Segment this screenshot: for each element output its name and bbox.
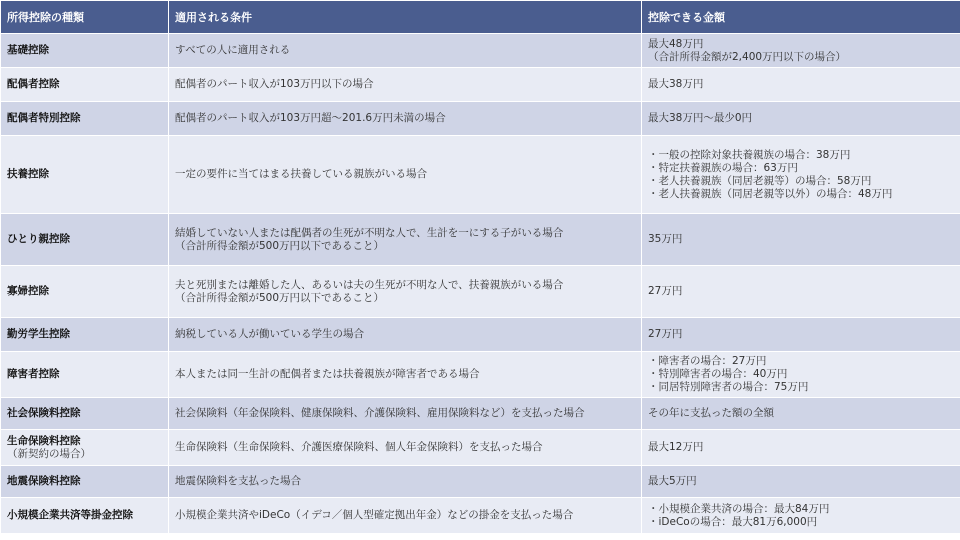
deduction-name-note: （新契約の場合） bbox=[7, 447, 91, 460]
table-row bbox=[1, 318, 960, 352]
deduction-condition: 配偶者のパート収入が103万円超～201.6万円未満の場合 bbox=[169, 102, 642, 136]
deduction-amount: その年に支払った額の全額 bbox=[642, 398, 960, 430]
header-deduction-type: 所得控除の種類 bbox=[1, 1, 169, 34]
header-amount: 控除できる金額 bbox=[642, 1, 960, 34]
deduction-condition: 小規模企業共済やiDeCo（イデコ／個人型確定拠出年金）などの掛金を支払った場合 bbox=[169, 498, 642, 534]
deduction-condition: 結婚していない人または配偶者の生死が不明な人で、生計を一にする子がいる場合 （合計所得金額が500万円以下であること） bbox=[169, 214, 642, 266]
deduction-name: 基礎控除 bbox=[1, 34, 169, 68]
deduction-name: 配偶者特別控除 bbox=[1, 102, 169, 136]
table-row bbox=[1, 498, 960, 534]
deduction-condition: 本人または同一生計の配偶者または扶養親族が障害者である場合 bbox=[169, 352, 642, 398]
deduction-amount: 最大38万円～最少0円 bbox=[642, 102, 960, 136]
table-row bbox=[1, 136, 960, 214]
deduction-condition: 一定の要件に当てはまる扶養している親族がいる場合 bbox=[169, 136, 642, 214]
header-condition: 適用される条件 bbox=[169, 1, 642, 34]
table-header-row bbox=[1, 1, 960, 34]
deduction-condition: 生命保険料（生命保険料、介護医療保険料、個人年金保険料）を支払った場合 bbox=[169, 430, 642, 466]
deduction-amount: 27万円 bbox=[642, 266, 960, 318]
deduction-condition: 社会保険料（年金保険料、健康保険料、介護保険料、雇用保険料など）を支払った場合 bbox=[169, 398, 642, 430]
deduction-amount: 最大12万円 bbox=[642, 430, 960, 466]
deduction-name: 地震保険料控除 bbox=[1, 466, 169, 498]
deduction-name: 社会保険料控除 bbox=[1, 398, 169, 430]
deduction-condition: 夫と死別または離婚した人、あるいは夫の生死が不明な人で、扶養親族がいる場合 （合計所得金額が500万円以下であること） bbox=[169, 266, 642, 318]
deduction-amount: 最大48万円 （合計所得金額が2,400万円以下の場合） bbox=[642, 34, 960, 68]
table-row bbox=[1, 34, 960, 68]
deduction-condition: 配偶者のパート収入が103万円以下の場合 bbox=[169, 68, 642, 102]
deduction-amount: ・一般の控除対象扶養親族の場合：38万円 ・特定扶養親族の場合：63万円 ・老人扶養親族（同居老親等）の場合：58万円 ・老人扶養親族（同居老親等以外）の場合：48万円 bbox=[642, 136, 960, 214]
table-row bbox=[1, 398, 960, 430]
table-row bbox=[1, 68, 960, 102]
table-row bbox=[1, 266, 960, 318]
deduction-name: 生命保険料控除 bbox=[7, 434, 81, 447]
deduction-name: ひとり親控除 bbox=[1, 214, 169, 266]
deduction-name: 小規模企業共済等掛金控除 bbox=[1, 498, 169, 534]
table-row bbox=[1, 430, 960, 466]
deduction-condition: すべての人に適用される bbox=[169, 34, 642, 68]
deduction-name: 配偶者控除 bbox=[1, 68, 169, 102]
deduction-name-cell bbox=[1, 430, 169, 466]
deduction-condition: 地震保険料を支払った場合 bbox=[169, 466, 642, 498]
deduction-amount: ・小規模企業共済の場合：最大84万円 ・iDeCoの場合：最大81万6,000円 bbox=[642, 498, 960, 534]
table-row bbox=[1, 352, 960, 398]
deduction-condition: 納税している人が働いている学生の場合 bbox=[169, 318, 642, 352]
deduction-amount: 最大5万円 bbox=[642, 466, 960, 498]
deduction-name: 障害者控除 bbox=[1, 352, 169, 398]
deduction-amount: ・障害者の場合：27万円 ・特別障害者の場合：40万円 ・同居特別障害者の場合：75万円 bbox=[642, 352, 960, 398]
deduction-name: 寡婦控除 bbox=[1, 266, 169, 318]
table-row bbox=[1, 102, 960, 136]
deduction-name: 扶養控除 bbox=[1, 136, 169, 214]
deduction-amount: 35万円 bbox=[642, 214, 960, 266]
deduction-name: 勤労学生控除 bbox=[1, 318, 169, 352]
table-row bbox=[1, 214, 960, 266]
deduction-amount: 27万円 bbox=[642, 318, 960, 352]
deduction-amount: 最大38万円 bbox=[642, 68, 960, 102]
table-row bbox=[1, 466, 960, 498]
